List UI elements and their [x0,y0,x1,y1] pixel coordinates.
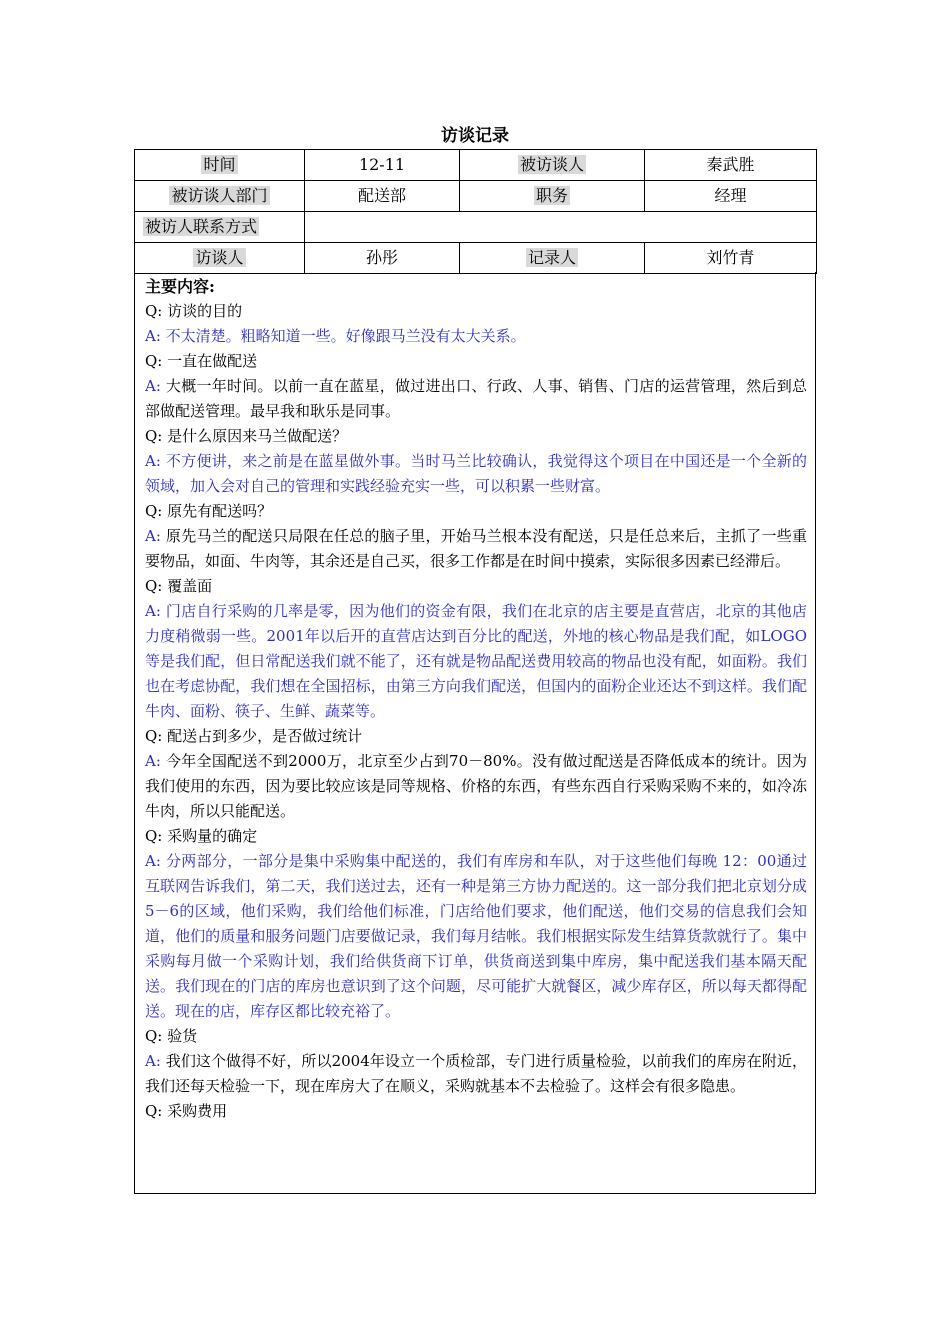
dept-value: 配送部 [305,181,460,212]
question-line: Q: 访谈的目的 [145,302,243,320]
answer-paragraph: A: 我们这个做得不好，所以2004年设立一个质检部，专门进行质量检验，以前我们的库房在附近，我们还每天检验一下，现在库房大了在顺义，采购就基本不去检验了。这样会有很多隐患。 [145,1052,807,1095]
position-value: 经理 [645,181,817,212]
recorder-value: 刘竹青 [645,243,817,274]
interviewee-label-cell [460,150,645,181]
main-content-box [134,272,816,1194]
answer-paragraph: A: 今年全国配送不到2000万，北京至少占到70－80%。没有做过配送是否降低成本的统计。因为我们使用的东西，因为要比较应该是同等规格、价格的东西，有些东西自行采购采购不来的，如冷冻牛肉，所以只能配送。 [145,752,807,820]
qa-list [145,299,807,1124]
info-row-contact [135,212,817,243]
position-label-cell [460,181,645,212]
question-line: Q: 一直在做配送 [145,352,258,370]
question-line: Q: 覆盖面 [145,577,213,595]
time-label-cell [135,150,305,181]
contact-label-cell [135,212,305,243]
interviewer-label-cell [135,243,305,274]
answer-paragraph: A: 门店自行采购的几率是零，因为他们的资金有限，我们在北京的店主要是直营店，北京的其他店力度稍微弱一些。2001年以后开的直营店达到百分比的配送，外地的核心物品是我们配，如LOGO等是我们配，但日常配送我们就不能了，还有就是物品配送费用较高的物品也没有配，如面粉。我们也在考虑协配，我们想在全国招标，由第三方向我们配送，但国内的面粉企业还达不到这样。我们配牛肉、面粉、筷子、生鲜、蔬菜等。 [145,602,807,720]
info-row-dept [135,181,817,212]
answer-paragraph: A: 不方便讲，来之前是在蓝星做外事。当时马兰比较确认，我觉得这个项目在中国还是一个全新的领域，加入会对自己的管理和实践经验充实一些，可以积累一些财富。 [145,452,807,495]
info-row-time [135,150,817,181]
time-label: 时间 [203,155,236,174]
contact-value [305,212,817,243]
question-line: Q: 是什么原因来马兰做配送？ [145,427,348,445]
interviewee-label: 被访谈人 [519,155,584,174]
answer-paragraph: A: 分两部分，一部分是集中采购集中配送的，我们有库房和车队，对于这些他们每晚 12：00通过互联网告诉我们，第二天，我们送过去，还有一种是第三方协力配送的。这一部分我们把北京划分成5－6的区域，他们采购，我们给他们标准，门店给他们要求，他们配送，他们交易的信息我们会知道，他们的质量和服务问题门店要做记录，我们每月结帐。我们根据实际发生结算货款就行了。集中采购每月做一个采购计划，我们给供货商下订单，供货商送到集中库房，集中配送我们基本隔天配送。我们现在的门店的库房也意识到了这个问题，尽可能扩大就餐区，减少库存区，所以每天都得配送。现在的店，库存区都比较充裕了。 [145,852,807,1020]
answer-paragraph: A: 大概一年时间。以前一直在蓝星，做过进出口、行政、人事、销售、门店的运营管理，然后到总部做配送管理。最早我和耿乐是同事。 [145,377,807,420]
question-line: Q: 采购费用 [145,1102,228,1120]
contact-label: 被访人联系方式 [145,217,258,236]
interviewer-value: 孙彤 [305,243,460,274]
document-title: 访谈记录 [441,126,509,146]
question-line: Q: 采购量的确定 [145,827,258,845]
question-line: Q: 原先有配送吗？ [145,502,273,520]
time-value: 12-11 [305,150,460,181]
position-label: 职务 [535,186,568,205]
recorder-label: 记录人 [527,248,576,267]
recorder-label-cell [460,243,645,274]
dept-label-cell [135,181,305,212]
dept-label: 被访谈人部门 [171,186,268,205]
answer-paragraph: A: 不太清楚。粗略知道一些。好像跟马兰没有太大关系。 [145,327,526,345]
interview-info-table [134,149,817,274]
answer-paragraph: A: 原先马兰的配送只局限在任总的脑子里，开始马兰根本没有配送，只是任总来后，主抓了一些重要物品，如面、牛肉等，其余还是自己买，很多工作都是在时间中摸索，实际很多因素已经滞后。 [145,527,807,570]
info-row-interviewer [135,243,817,274]
question-line: Q: 验货 [145,1027,198,1045]
interviewer-label: 访谈人 [195,248,244,267]
interviewee-value: 秦武胜 [645,150,817,181]
content-heading: 主要内容: [145,277,215,296]
question-line: Q: 配送占到多少，是否做过统计 [145,727,363,745]
